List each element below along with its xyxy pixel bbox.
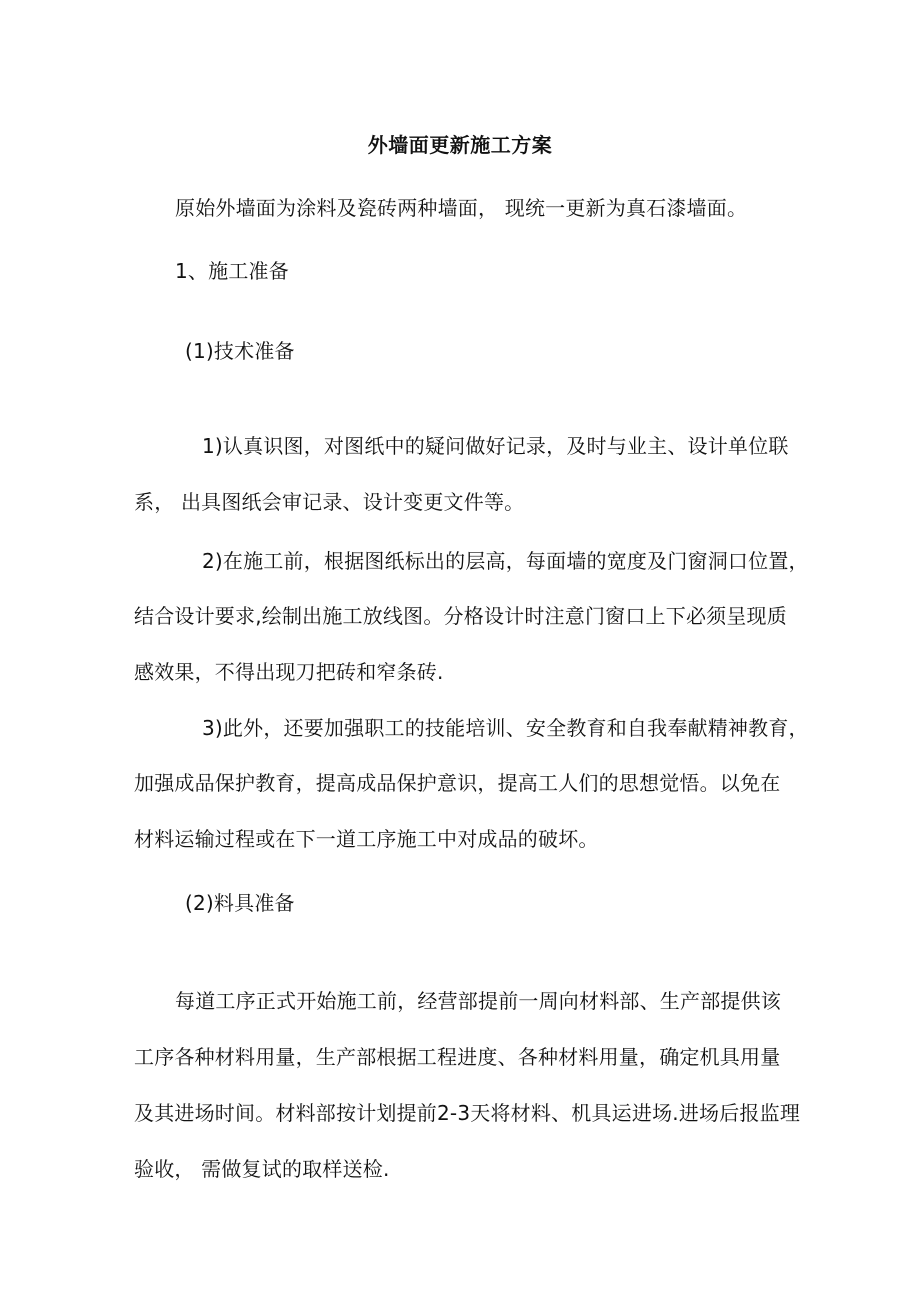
subsection-heading-technical: (1)技术准备 xyxy=(185,339,295,363)
item3-line2: 加强成品保护教育，提高成品保护意识，提高工人们的思想觉悟。以免在 xyxy=(134,771,781,795)
document-title: 外墙面更新施工方案 xyxy=(367,133,553,157)
item2-line2: 结合设计要求,绘制出施工放线图。分格设计时注意门窗口上下必须呈现质 xyxy=(134,604,787,628)
para2-line2: 工序各种材料用量，生产部根据工程进度、各种材料用量，确定机具用量 xyxy=(134,1045,781,1069)
item3-line1: 3)此外，还要加强职工的技能培训、安全教育和自我奉献精神教育， xyxy=(202,716,809,740)
subsection-heading-materials: (2)料具准备 xyxy=(185,891,295,915)
para2-line4: 验收， 需做复试的取样送检. xyxy=(134,1157,390,1181)
item2-line1: 2)在施工前，根据图纸标出的层高，每面墙的宽度及门窗洞口位置， xyxy=(202,549,809,573)
para2-line3: 及其进场时间。材料部按计划提前2-3天将材料、机具运进场.进场后报监理 xyxy=(134,1101,801,1125)
item1-line2: 系， 出具图纸会审记录、设计变更文件等。 xyxy=(134,490,525,514)
item1-line1: 1)认真识图，对图纸中的疑问做好记录，及时与业主、设计单位联 xyxy=(202,434,789,458)
item3-line3: 材料运输过程或在下一道工序施工中对成品的破坏。 xyxy=(134,827,599,851)
intro-paragraph: 原始外墙面为涂料及瓷砖两种墙面， 现统一更新为真石漆墙面。 xyxy=(175,196,748,220)
para2-line1: 每道工序正式开始施工前，经营部提前一周向材料部、生产部提供该 xyxy=(175,989,781,1013)
section-heading-preparation: 1、施工准备 xyxy=(175,259,289,283)
item2-line3: 感效果，不得出现刀把砖和窄条砖. xyxy=(134,660,444,684)
